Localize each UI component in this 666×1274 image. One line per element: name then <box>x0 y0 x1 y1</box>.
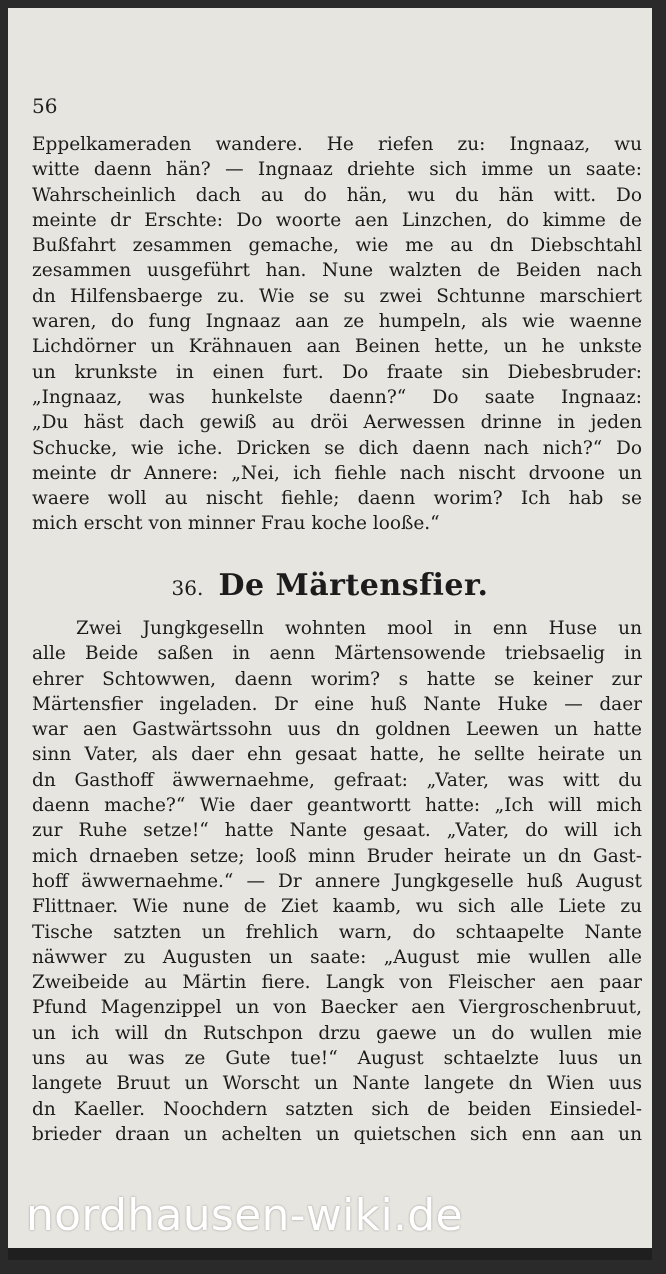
text-line: zesammen uusgeführt han. Nune walzten de Beiden nach <box>32 260 642 282</box>
text-line: un krunkste in einen furt. Do fraate sin Diebesbruder: <box>32 361 642 383</box>
section-number: 36. <box>171 576 204 600</box>
text-line: Flittnaer. Wie nune de Ziet kaamb, wu sich alle Liete zu <box>32 896 642 918</box>
text-line: dn Hilfensbaerge zu. Wie se su zwei Schtunne marschiert <box>32 285 642 307</box>
book-page <box>8 8 652 1260</box>
text-line: daenn mache?“ Wie daer geantwortt hatte: „Ich will mich <box>32 795 642 817</box>
text-line: Zwei Jungkgeselln wohnten mool in enn Huse un <box>76 618 642 639</box>
text-line: Bußfahrt zesammen gemache, wie me au dn Diebschtahl <box>32 235 642 257</box>
text-line: uns au was ze Gute tue!“ August schtaelzte luus un <box>32 1048 642 1070</box>
text-line: brieder draan un achelten un quietschen sich enn aan un <box>32 1123 642 1145</box>
section-heading <box>8 568 652 603</box>
text-line: Pfund Magenzippel un von Baecker aen Viergroschenbruut, <box>32 997 642 1019</box>
text-line: Märtensfier ingeladen. Dr eine huß Nante Huke — daer <box>32 693 642 715</box>
text-line: war aen Gastwärtssohn uus dn goldnen Leewen un hatte <box>32 719 642 741</box>
text-line: hoff äwwernaehme.“ — Dr annere Jungkgeselle huß August <box>32 870 642 892</box>
text-line: langete Bruut un Worscht un Nante langete dn Wien uus <box>32 1073 642 1095</box>
text-line: Eppelkameraden wandere. He riefen zu: Ingnaaz, wu <box>32 134 642 155</box>
text-line: meinte dr Annere: „Nei, ich fiehle nach nischt drvoone un <box>32 462 642 484</box>
text-line: ehrer Schtowwen, daenn worim? s hatte se keiner zur <box>32 668 642 690</box>
text-line: alle Beide saßen in aenn Märtensowende triebsaelig in <box>32 643 642 665</box>
text-line: waren, do fung Ingnaaz aan ze humpeln, als wie waenne <box>32 311 642 333</box>
text-line: „Du häst dach gewiß au dröi Aerwessen drinne in jeden <box>32 412 642 434</box>
text-line: waere woll au nischt fiehle; daenn worim? Ich hab se <box>32 488 642 510</box>
text-line: dn Gasthoff äwwernaehme, gefraat: „Vater, was witt du <box>32 769 642 791</box>
text-line: meinte dr Erschte: Do woorte aen Linzchen, do kimme de <box>32 209 642 231</box>
text-line: mich erscht von minner Frau koche looße.“ <box>32 513 440 535</box>
text-line: Tische satzten un frehlich warn, do schtaapelte Nante <box>32 921 642 943</box>
text-line: dn Kaeller. Noochdern satzten sich de beiden Einsiedel- <box>32 1098 642 1120</box>
text-line: zur Ruhe setze!“ hatte Nante gesaat. „Vater, do will ich <box>32 820 642 842</box>
section-title: De Märtensfier. <box>218 568 489 603</box>
text-line: Wahrscheinlich dach au do hän, wu du hän witt. Do <box>32 184 642 206</box>
page-number: 56 <box>32 94 58 118</box>
text-line: witte daenn hän? — Ingnaaz driehte sich imme un saate: <box>32 159 642 181</box>
text-line: „Ingnaaz, was hunkelste daenn?“ Do saate Ingnaaz: <box>32 386 642 408</box>
text-line: Lichdörner un Krähnauen aan Beinen hette, un he unkste <box>32 336 642 358</box>
bottom-paragraph <box>32 616 642 1147</box>
watermark: nordhausen-wiki.de <box>26 1190 463 1241</box>
page-edge-strip <box>8 1248 652 1260</box>
text-line: näwwer zu Augusten un saate: „August mie wullen alle <box>32 946 642 968</box>
text-line: un ich will dn Rutschpon drzu gaewe un do wullen mie <box>32 1022 642 1044</box>
top-paragraph <box>32 132 642 537</box>
text-line: sinn Vater, als daer ehn gesaat hatte, he sellte heirate un <box>32 744 642 766</box>
text-line: Schucke, wie iche. Dricken se dich daenn nach nich?“ Do <box>32 437 642 459</box>
text-line: Zweibeide au Märtin fiere. Langk von Fleischer aen paar <box>32 972 642 994</box>
text-line: mich drnaeben setze; looß minn Bruder heirate un dn Gast- <box>32 845 642 867</box>
